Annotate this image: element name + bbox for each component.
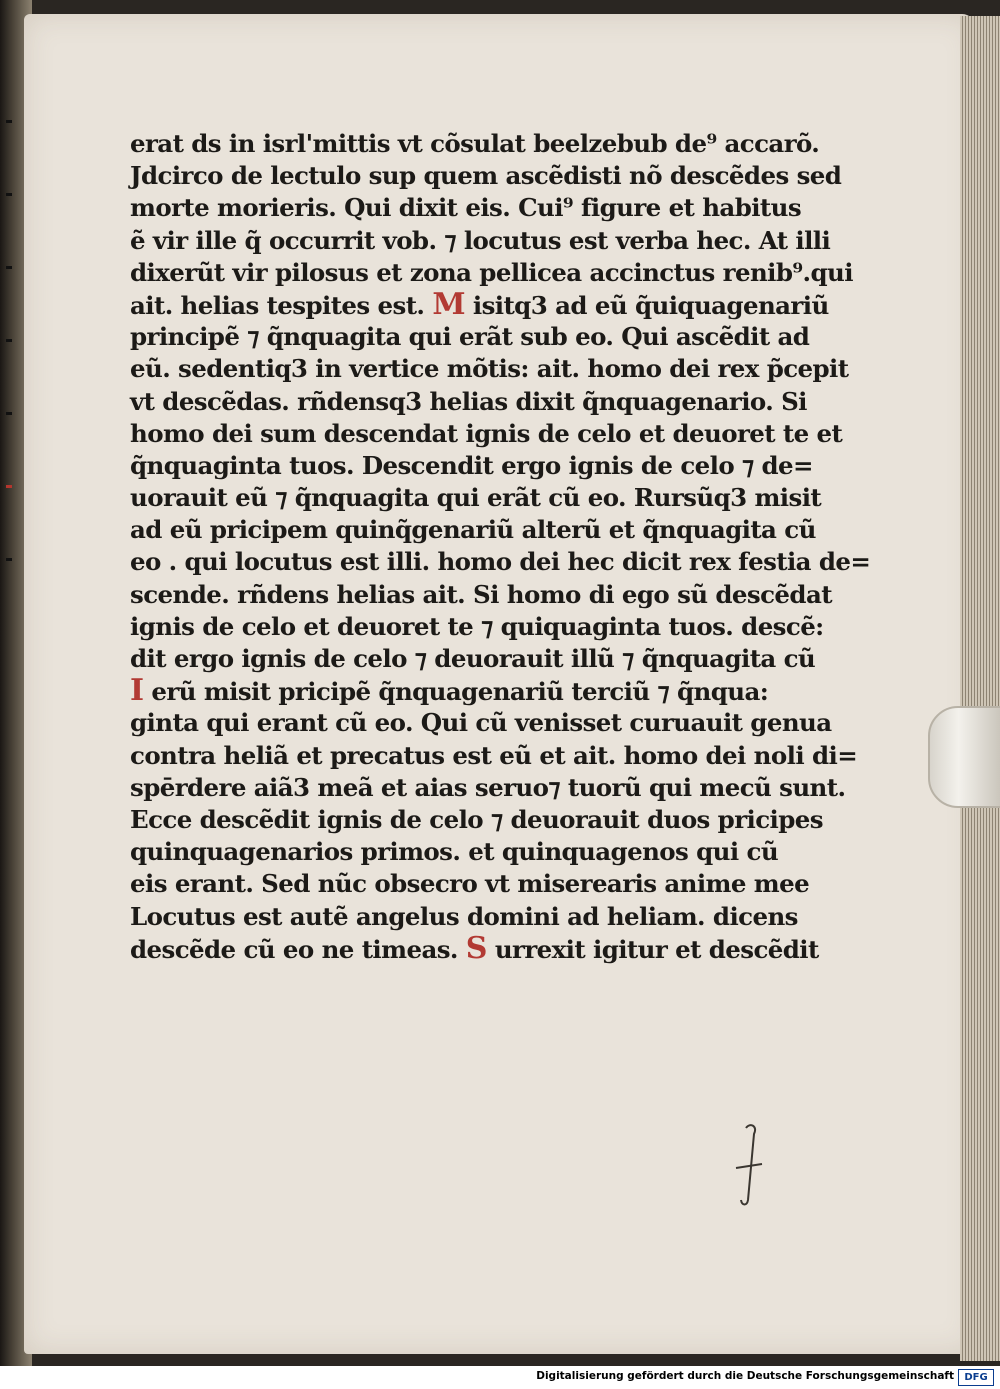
text-line: spērdere aiã3 meã et aias seruo⁊ tuorũ qui mecũ sunt. bbox=[130, 772, 846, 802]
text-line-part: erũ misit pricipẽ q̃nquagenariũ terciũ ⁊ q̃nqua: bbox=[151, 677, 769, 707]
text-line: uorauit eũ ⁊ q̃nquagita qui erãt cũ eo. Rursũq3 misit bbox=[130, 483, 822, 513]
text-line: ignis de celo et deuoret te ⁊ quiquaginta tuos. descẽ: bbox=[130, 611, 824, 641]
text-line-part: urrexit igitur et descẽdit bbox=[494, 934, 819, 964]
text-line: homo dei sum descendat ignis de celo et deuoret te et bbox=[130, 418, 843, 448]
dfg-logo: DFG bbox=[958, 1369, 994, 1386]
text-line: Jdcirco de lectulo sup quem ascẽdisti nõ descẽdes sed bbox=[130, 161, 842, 191]
text-line-part: isitq3 ad eũ q̃uiquagenariũ bbox=[472, 290, 829, 320]
text-line bbox=[130, 286, 829, 322]
text-line bbox=[130, 675, 780, 707]
footer-credit: Digitalisierung gefördert durch die Deutsche Forschungsgemeinschaft bbox=[536, 1370, 954, 1382]
page-stack-edge bbox=[960, 16, 1000, 1361]
text-line: ẽ vir ille q̃ occurrit vob. ⁊ locutus est verba hec. At illi bbox=[130, 225, 831, 255]
incunabula-text-block bbox=[130, 128, 871, 966]
text-line-part: descẽde cũ eo ne timeas. bbox=[130, 934, 458, 964]
text-line: dit ergo ignis de celo ⁊ deuorauit illũ ⁊ q̃nquagita cũ bbox=[130, 644, 816, 673]
text-line: vt descẽdas. rñdensq3 helias dixit q̃nquagenario. Si bbox=[130, 386, 807, 416]
text-line: principẽ ⁊ q̃nquagita qui erãt sub eo. Qui ascẽdit ad bbox=[130, 322, 810, 352]
rubric-initial-i: I bbox=[130, 673, 144, 709]
text-line: contra heliã et precatus est eũ et ait. homo dei noli di= bbox=[130, 740, 858, 770]
text-line-part: ait. helias tespites est. bbox=[130, 290, 425, 320]
text-line: q̃nquaginta tuos. Descendit ergo ignis de celo ⁊ de= bbox=[130, 450, 813, 480]
text-line: Locutus est autẽ angelus domini ad heliam. dicens bbox=[130, 901, 798, 931]
rubric-initial-s: S bbox=[465, 930, 487, 966]
text-line: eo . qui locutus est illi. homo dei hec dicit rex festia de= bbox=[130, 547, 871, 577]
page-clip bbox=[928, 706, 1000, 808]
left-page-marks bbox=[2, 120, 18, 631]
text-line: morte morieris. Qui dixit eis. Cui⁹ figure et habitus bbox=[130, 193, 802, 223]
footer-bar bbox=[0, 1366, 1000, 1389]
rubric-initial-m: M bbox=[432, 286, 465, 322]
text-line bbox=[130, 930, 819, 966]
text-line: erat ds in isrl'mittis vt cõsulat beelzebub de⁹ accarõ. bbox=[130, 129, 820, 158]
text-line: scende. rñdens helias ait. Si homo di ego sũ descẽdat bbox=[130, 579, 832, 609]
text-line: quinquagenarios primos. et quinquagenos qui cũ bbox=[130, 837, 779, 867]
text-line: ginta qui erant cũ eo. Qui cũ venisset curuauit genua bbox=[130, 708, 832, 738]
text-line: eũ. sedentiq3 in vertice mõtis: ait. homo dei rex p̃cepit bbox=[130, 354, 849, 384]
text-line: dixerũt vir pilosus et zona pellicea accinctus renib⁹.qui bbox=[130, 257, 853, 287]
text-line: Ecce descẽdit ignis de celo ⁊ deuorauit duos pricipes bbox=[130, 804, 823, 834]
margin-handwritten-mark bbox=[728, 1120, 768, 1210]
text-line: eis erant. Sed nũc obsecro vt miserearis anime mee bbox=[130, 869, 810, 899]
text-line: ad eũ pricipem quinq̃genariũ alterũ et q̃nquagita cũ bbox=[130, 515, 816, 545]
